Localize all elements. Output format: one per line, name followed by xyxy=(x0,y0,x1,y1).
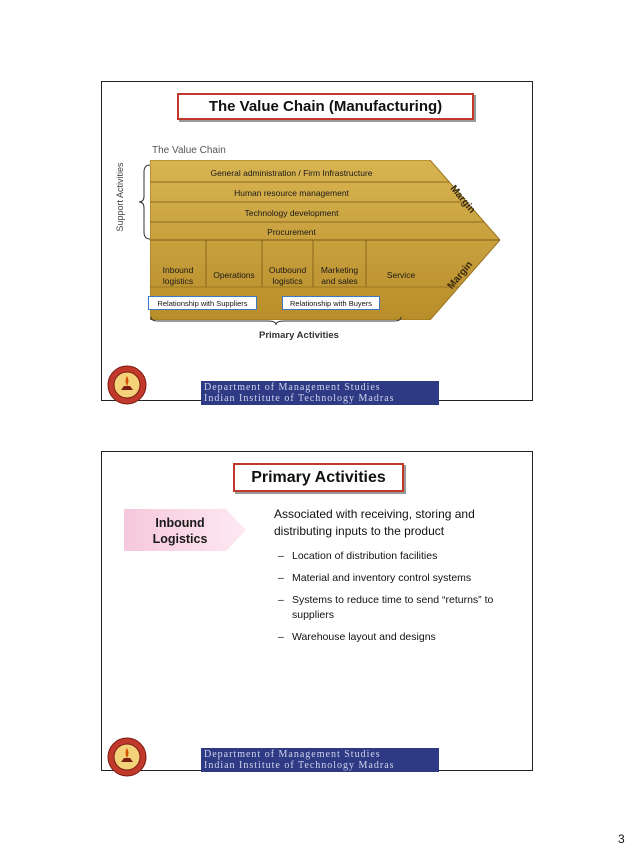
primary-cell-service: Service xyxy=(386,270,416,280)
primary-cell-operations: Operations xyxy=(213,270,255,280)
department-banner xyxy=(201,748,439,772)
inbound-logistics-tag: Inbound Logistics xyxy=(152,516,208,546)
page-number: 3 xyxy=(618,832,625,846)
activity-bullet-list xyxy=(278,549,528,652)
support-row-technology: Technology development xyxy=(244,208,339,218)
slide-primary-activities xyxy=(101,451,533,771)
primary-cell-marketing: Marketing and sales xyxy=(320,265,359,286)
slide-title: Primary Activities xyxy=(233,463,404,492)
institute-line: Indian Institute of Technology Madras xyxy=(204,760,395,771)
primary-cell-outbound: Outbound logistics xyxy=(268,265,307,286)
relationship-buyers-box: Relationship with Buyers xyxy=(282,296,380,310)
list-item: – Location of distribution facilities xyxy=(278,549,528,564)
primary-activities-label: Primary Activities xyxy=(259,330,339,341)
list-item: – Systems to reduce time to send “returns” to suppliers xyxy=(278,593,528,623)
list-item: – Warehouse layout and designs xyxy=(278,630,528,645)
support-row-firm-infrastructure: General administration / Firm Infrastructure xyxy=(210,168,373,178)
primary-cell-inbound: Inbound logistics xyxy=(162,265,194,286)
iit-madras-emblem-icon xyxy=(107,737,147,777)
list-item: – Material and inventory control systems xyxy=(278,571,528,586)
support-activities-label: Support Activities xyxy=(115,162,125,232)
institute-line: Indian Institute of Technology Madras xyxy=(204,393,395,404)
primary-brace-icon xyxy=(150,316,402,326)
support-row-procurement: Procurement xyxy=(267,227,316,237)
department-banner xyxy=(201,381,439,405)
slide-title: The Value Chain (Manufacturing) xyxy=(177,93,474,120)
margin-label-bottom: Margin xyxy=(445,259,476,292)
iit-madras-emblem-icon xyxy=(107,365,147,405)
department-line: Department of Management Studies xyxy=(204,749,381,760)
margin-label-top: Margin xyxy=(447,183,478,216)
activity-description: Associated with receiving, storing and distributing inputs to the product xyxy=(274,507,475,538)
slide-value-chain xyxy=(101,81,533,404)
relationship-suppliers-box: Relationship with Suppliers xyxy=(148,296,257,310)
support-row-hr: Human resource management xyxy=(234,188,349,198)
diagram-caption: The Value Chain xyxy=(152,145,226,156)
department-line: Department of Management Studies xyxy=(204,382,381,393)
